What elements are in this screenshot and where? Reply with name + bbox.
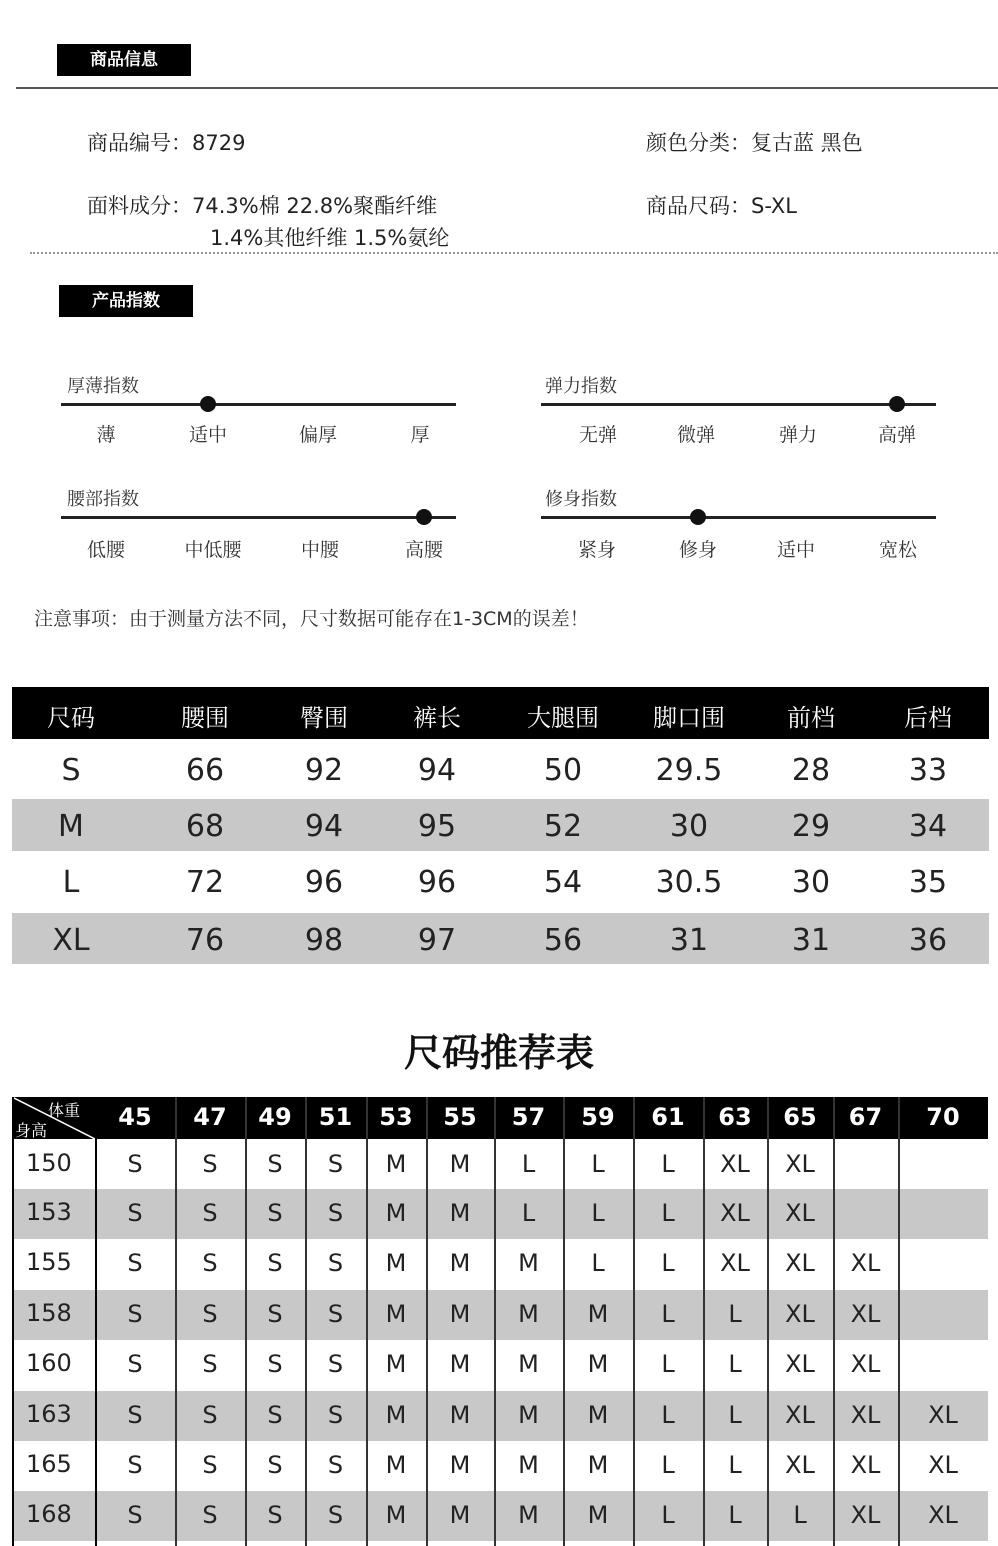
size-recommendation: M (385, 1451, 407, 1479)
size-recommendation: L (661, 1451, 675, 1479)
size-recommendation: S (267, 1350, 283, 1378)
recommend-title: 尺码推荐表 (403, 1031, 594, 1075)
size-table-cell: 96 (304, 865, 344, 900)
size-table-cell: S (61, 753, 81, 788)
corner-weight-label: 体重 (48, 1101, 81, 1120)
size-recommendation: M (385, 1350, 407, 1378)
index-option: 高腰 (404, 539, 443, 561)
size-recommendation: XL (785, 1401, 815, 1429)
size-recommendation: S (327, 1401, 344, 1429)
size-table-header: 尺码 (47, 704, 95, 732)
weight-header: 63 (718, 1103, 752, 1131)
size-table-cell: 66 (185, 753, 225, 788)
size-recommendation: S (127, 1199, 143, 1227)
size-recommendation: L (661, 1249, 675, 1277)
size-recommendation: S (327, 1150, 344, 1178)
size-recommendation: S (202, 1501, 218, 1529)
grid-column-line (563, 1097, 565, 1546)
size-table-header: 臀围 (300, 704, 348, 732)
index-option: 中低腰 (184, 539, 242, 561)
index-marker-dot (889, 396, 905, 412)
size-table-cell: 94 (304, 809, 344, 844)
size-recommendation: L (591, 1150, 605, 1178)
size-table-cell: 98 (304, 923, 344, 958)
index-scale-line (541, 403, 936, 406)
size-recommendation: M (587, 1350, 609, 1378)
grid-column-line (245, 1097, 247, 1546)
measurement-note: 注意事项：由于测量方法不同，尺寸数据可能存在1-3CM的误差！ (34, 608, 589, 630)
index-option: 高弹 (877, 424, 916, 446)
size-recommendation: L (521, 1199, 536, 1227)
grid-column-line (703, 1097, 705, 1546)
weight-header: 55 (443, 1103, 477, 1131)
index-option: 厚 (410, 424, 430, 446)
size-recommendation: L (728, 1300, 742, 1328)
index-marker-dot (416, 509, 432, 525)
index-marker-dot (690, 509, 706, 525)
size-table-cell: 29.5 (655, 753, 723, 788)
size-recommendation: XL (785, 1150, 815, 1178)
size-recommendation: S (127, 1451, 143, 1479)
index-title: 弹力指数 (545, 376, 617, 397)
size-table-cell: 52 (543, 809, 583, 844)
size-recommendation: M (587, 1501, 609, 1529)
size-recommendation: S (127, 1300, 143, 1328)
weight-header: 47 (193, 1103, 227, 1131)
size-recommendation: XL (785, 1451, 815, 1479)
size-recommendation: M (449, 1150, 471, 1178)
grid-column-line (366, 1097, 368, 1546)
size-table-cell: 92 (304, 753, 344, 788)
index-option: 修身 (678, 539, 717, 561)
size-recommendation: L (661, 1501, 675, 1529)
size-table-header: 裤长 (413, 704, 461, 732)
index-scale-line (61, 403, 456, 406)
size-recommendation: M (449, 1199, 471, 1227)
index-option: 偏厚 (298, 424, 337, 446)
size-recommendation: S (127, 1350, 143, 1378)
height-label: 153 (26, 1198, 72, 1226)
size-recommendation: M (385, 1501, 407, 1529)
size-recommendation: XL (928, 1401, 958, 1429)
index-section-tag: 产品指数 (59, 285, 193, 317)
size-table-cell: 96 (417, 865, 457, 900)
index-option: 低腰 (86, 539, 125, 561)
size-recommendation: S (202, 1451, 218, 1479)
divider (16, 87, 998, 89)
dotted-divider (30, 252, 998, 254)
size-recommendation: S (202, 1300, 218, 1328)
size-recommendation: S (267, 1199, 283, 1227)
size-recommendation: L (661, 1350, 675, 1378)
fabric-composition: 面料成分：74.3%棉 22.8%聚酯纤维 (87, 194, 438, 218)
weight-header: 67 (848, 1103, 883, 1131)
size-recommendation: M (385, 1401, 407, 1429)
size-table-cell: 97 (417, 923, 457, 958)
size-recommendation: S (327, 1300, 344, 1328)
size-recommendation: L (521, 1150, 536, 1178)
size-recommendation: S (267, 1401, 283, 1429)
grid-column-line (494, 1097, 496, 1546)
size-recommendation: M (518, 1501, 539, 1529)
size-recommendation: M (587, 1401, 609, 1429)
index-option: 适中 (188, 424, 227, 446)
grid-column-line (305, 1097, 307, 1546)
index-option: 无弹 (578, 424, 617, 446)
fabric-composition-cont: 1.4%其他纤维 1.5%氨纶 (210, 226, 450, 250)
size-recommendation: XL (850, 1300, 881, 1328)
size-recommendation: S (327, 1501, 344, 1529)
size-recommendation: L (728, 1501, 742, 1529)
weight-header: 45 (118, 1103, 152, 1131)
weight-header: 51 (318, 1103, 353, 1131)
size-recommendation: M (518, 1451, 539, 1479)
size-recommendation: L (591, 1199, 605, 1227)
size-table-cell: 95 (417, 809, 457, 844)
size-recommendation: S (327, 1451, 344, 1479)
size-recommendation: S (202, 1401, 218, 1429)
size-recommendation: S (327, 1199, 344, 1227)
size-range: 商品尺码：S-XL (646, 194, 797, 218)
size-recommendation: M (385, 1300, 407, 1328)
size-table-cell: 30 (669, 809, 709, 844)
size-recommendation: S (267, 1501, 283, 1529)
size-recommendation: S (127, 1501, 143, 1529)
index-option: 中腰 (300, 539, 339, 561)
size-recommendation: M (518, 1249, 539, 1277)
info-section-tag: 商品信息 (57, 44, 191, 76)
item-number: 商品编号：8729 (87, 131, 246, 155)
size-table-cell: 28 (791, 753, 831, 788)
size-recommendation: L (728, 1401, 742, 1429)
height-label: 165 (26, 1450, 72, 1478)
size-recommendation: M (385, 1150, 407, 1178)
weight-header: 57 (511, 1103, 546, 1131)
size-table-cell: M (58, 809, 84, 844)
size-recommendation: XL (850, 1451, 881, 1479)
grid-column-line (898, 1097, 900, 1546)
size-recommendation: S (202, 1199, 218, 1227)
size-table-cell: 31 (791, 923, 831, 958)
weight-header: 70 (926, 1103, 960, 1131)
size-recommendation: XL (850, 1501, 881, 1529)
size-recommendation: S (327, 1249, 344, 1277)
size-recommendation: L (661, 1199, 675, 1227)
weight-header: 59 (581, 1103, 615, 1131)
size-table-cell: 54 (543, 865, 583, 900)
size-recommendation: L (591, 1249, 605, 1277)
size-table-cell: 30 (791, 865, 831, 900)
size-recommendation: M (518, 1350, 539, 1378)
size-recommendation: L (728, 1451, 742, 1479)
size-table-cell: L (62, 865, 80, 900)
size-table-header: 脚口围 (653, 704, 725, 732)
size-recommendation: M (449, 1249, 471, 1277)
size-table-cell: 34 (908, 809, 948, 844)
size-recommendation: M (449, 1300, 471, 1328)
grid-column-line (633, 1097, 635, 1546)
grid-column-line (426, 1097, 428, 1546)
size-table-cell: 31 (669, 923, 709, 958)
grid-column-line (95, 1097, 97, 1546)
index-option: 宽松 (878, 539, 917, 561)
size-recommendation: M (587, 1300, 609, 1328)
height-label: 168 (26, 1500, 72, 1528)
weight-header: 61 (651, 1103, 685, 1131)
size-recommendation: XL (785, 1350, 815, 1378)
size-table-cell: 50 (543, 753, 583, 788)
height-label: 163 (26, 1400, 72, 1428)
size-recommendation: M (449, 1350, 471, 1378)
index-title: 腰部指数 (67, 489, 139, 510)
size-recommendation: XL (785, 1249, 815, 1277)
index-scale-line (541, 516, 936, 519)
size-table-cell: 29 (791, 809, 831, 844)
index-scale-line (61, 516, 456, 519)
size-recommendation: XL (928, 1451, 958, 1479)
color-options: 颜色分类：复古蓝 黑色 (646, 131, 863, 155)
size-recommendation: XL (928, 1501, 958, 1529)
grid-column-line (833, 1097, 835, 1546)
size-recommendation: XL (720, 1249, 750, 1277)
size-table-cell: 33 (908, 753, 948, 788)
index-option: 弹力 (778, 424, 817, 446)
size-recommendation: M (518, 1401, 539, 1429)
size-table-cell: 94 (417, 753, 457, 788)
height-label: 155 (26, 1248, 72, 1276)
size-recommendation: M (385, 1199, 407, 1227)
size-table-header: 前档 (787, 704, 835, 732)
index-marker-dot (200, 396, 216, 412)
size-recommendation: L (661, 1401, 675, 1429)
size-table-cell: XL (52, 923, 90, 958)
size-recommendation: L (661, 1150, 675, 1178)
size-recommendation: S (267, 1249, 283, 1277)
size-table-cell: 56 (543, 923, 583, 958)
size-recommendation: S (267, 1451, 283, 1479)
size-table-cell: 72 (185, 865, 225, 900)
size-recommendation: S (127, 1150, 143, 1178)
weight-header: 53 (379, 1103, 413, 1131)
index-option: 薄 (96, 424, 116, 446)
size-recommendation: S (327, 1350, 344, 1378)
size-recommendation: S (127, 1249, 143, 1277)
index-option: 微弹 (676, 424, 715, 446)
size-recommendation: S (202, 1350, 218, 1378)
height-label: 160 (26, 1349, 72, 1377)
size-recommendation: L (793, 1501, 807, 1529)
size-recommendation: M (449, 1501, 471, 1529)
size-recommendation: S (202, 1249, 218, 1277)
size-recommendation: M (449, 1401, 471, 1429)
size-recommendation: M (385, 1249, 407, 1277)
size-recommendation: XL (720, 1150, 750, 1178)
weight-header: 49 (258, 1103, 292, 1131)
height-label: 150 (26, 1149, 72, 1177)
height-label: 158 (26, 1299, 72, 1327)
grid-column-line (767, 1097, 769, 1546)
index-title: 修身指数 (545, 489, 617, 510)
size-recommendation: XL (785, 1300, 815, 1328)
size-recommendation: XL (720, 1199, 750, 1227)
size-recommendation: M (518, 1300, 539, 1328)
size-table-header: 后档 (904, 704, 952, 732)
corner-height-label: 身高 (15, 1121, 48, 1140)
size-recommendation: S (267, 1300, 283, 1328)
size-table-cell: 35 (908, 865, 948, 900)
grid-column-line (175, 1097, 177, 1546)
size-table-cell: 36 (908, 923, 948, 958)
index-option: 紧身 (577, 539, 616, 561)
size-recommendation: L (661, 1300, 675, 1328)
size-recommendation: M (587, 1451, 609, 1479)
index-title: 厚薄指数 (67, 376, 139, 397)
grid-left-border (12, 1097, 14, 1546)
weight-header: 65 (783, 1103, 817, 1131)
size-recommendation: S (267, 1150, 283, 1178)
size-table-header: 腰围 (181, 704, 229, 732)
size-recommendation: M (449, 1451, 471, 1479)
size-recommendation: XL (785, 1199, 815, 1227)
size-recommendation: XL (850, 1401, 881, 1429)
size-recommendation: L (728, 1350, 742, 1378)
size-table-cell: 76 (185, 923, 225, 958)
size-recommendation: S (202, 1150, 218, 1178)
size-table-cell: 30.5 (655, 865, 723, 900)
size-recommendation: XL (850, 1350, 881, 1378)
size-table-header: 大腿围 (527, 704, 599, 732)
size-table-cell: 68 (185, 809, 225, 844)
index-option: 适中 (776, 539, 815, 561)
size-recommendation: S (127, 1401, 143, 1429)
size-recommendation: XL (850, 1249, 881, 1277)
